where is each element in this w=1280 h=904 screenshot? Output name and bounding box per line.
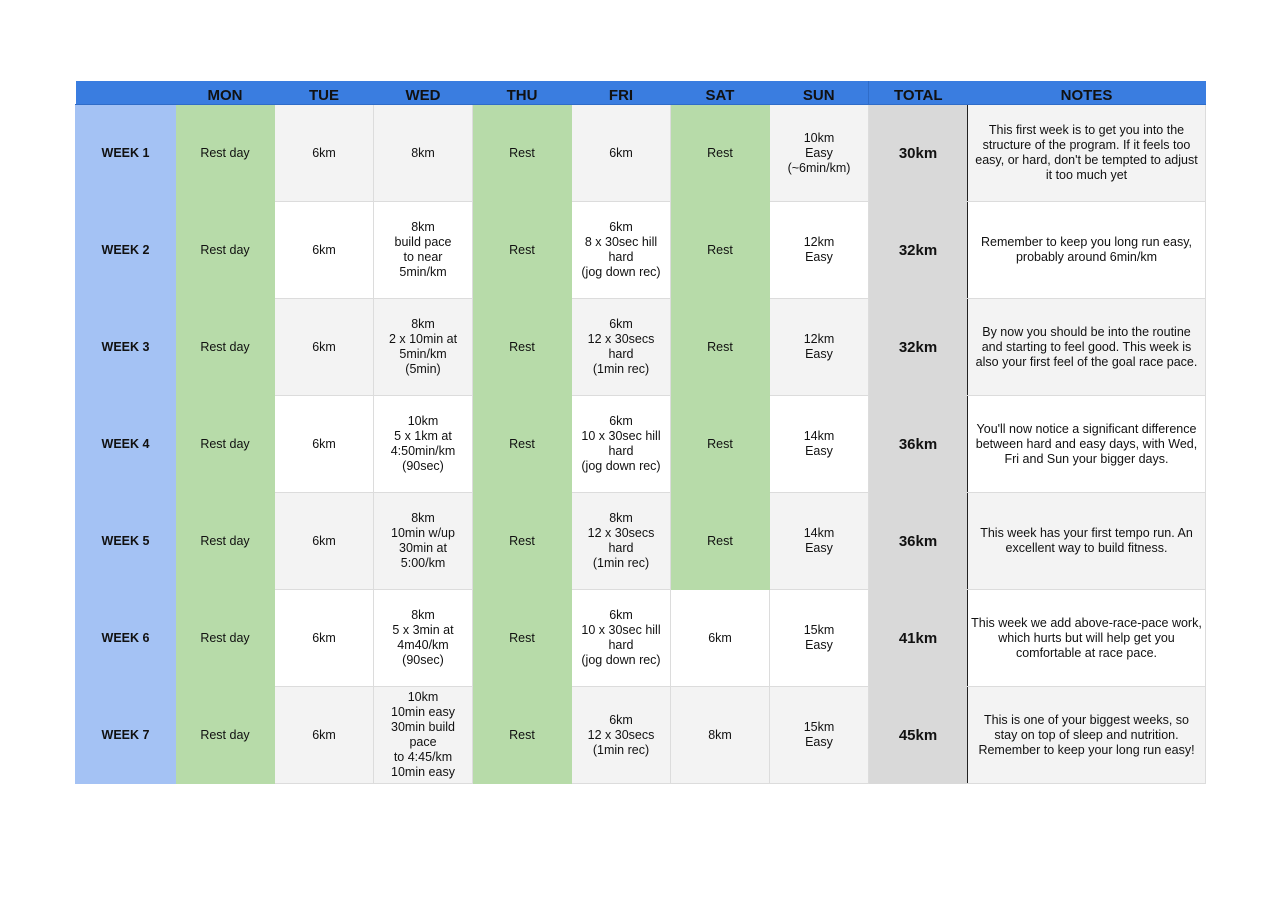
training-plan-sheet bbox=[75, 81, 1205, 784]
week-label: WEEK 4 bbox=[76, 396, 176, 493]
weekly-total: 36km bbox=[869, 493, 968, 590]
table-row bbox=[76, 105, 1206, 202]
day-cell-sat: Rest bbox=[671, 396, 770, 493]
week-label: WEEK 5 bbox=[76, 493, 176, 590]
weekly-total: 32km bbox=[869, 299, 968, 396]
day-cell-tue: 6km bbox=[275, 590, 374, 687]
table-row bbox=[76, 590, 1206, 687]
day-cell-wed: 8km build pace to near 5min/km bbox=[374, 202, 473, 299]
header-wed: WED bbox=[374, 81, 473, 105]
week-notes: Remember to keep you long run easy, probably around 6min/km bbox=[968, 202, 1206, 299]
day-cell-sun: 15km Easy bbox=[770, 590, 869, 687]
week-notes: This is one of your biggest weeks, so stay on top of sleep and nutrition. Remember to keep your long run easy! bbox=[968, 687, 1206, 784]
day-cell-fri: 8km 12 x 30secs hard (1min rec) bbox=[572, 493, 671, 590]
week-label: WEEK 1 bbox=[76, 105, 176, 202]
header-thu: THU bbox=[473, 81, 572, 105]
day-cell-mon: Rest day bbox=[176, 590, 275, 687]
day-cell-tue: 6km bbox=[275, 493, 374, 590]
table-row bbox=[76, 202, 1206, 299]
day-cell-sat: Rest bbox=[671, 105, 770, 202]
day-cell-sun: 12km Easy bbox=[770, 299, 869, 396]
day-cell-fri: 6km 12 x 30secs (1min rec) bbox=[572, 687, 671, 784]
day-cell-wed: 8km 5 x 3min at 4m40/km (90sec) bbox=[374, 590, 473, 687]
day-cell-mon: Rest day bbox=[176, 396, 275, 493]
day-cell-wed: 10km 10min easy 30min build pace to 4:45/km 10min easy bbox=[374, 687, 473, 784]
weekly-total: 45km bbox=[869, 687, 968, 784]
week-label: WEEK 7 bbox=[76, 687, 176, 784]
day-cell-tue: 6km bbox=[275, 202, 374, 299]
training-plan-table bbox=[75, 81, 1206, 784]
day-cell-fri: 6km 12 x 30secs hard (1min rec) bbox=[572, 299, 671, 396]
day-cell-tue: 6km bbox=[275, 299, 374, 396]
day-cell-sat: 6km bbox=[671, 590, 770, 687]
day-cell-mon: Rest day bbox=[176, 299, 275, 396]
week-label: WEEK 3 bbox=[76, 299, 176, 396]
header-notes: NOTES bbox=[968, 81, 1206, 105]
day-cell-sun: 15km Easy bbox=[770, 687, 869, 784]
header-fri: FRI bbox=[572, 81, 671, 105]
day-cell-sun: 10km Easy (~6min/km) bbox=[770, 105, 869, 202]
day-cell-mon: Rest day bbox=[176, 105, 275, 202]
day-cell-fri: 6km bbox=[572, 105, 671, 202]
day-cell-sat: Rest bbox=[671, 202, 770, 299]
day-cell-thu: Rest bbox=[473, 590, 572, 687]
day-cell-sun: 14km Easy bbox=[770, 396, 869, 493]
day-cell-sun: 14km Easy bbox=[770, 493, 869, 590]
day-cell-wed: 8km 10min w/up 30min at 5:00/km bbox=[374, 493, 473, 590]
day-cell-tue: 6km bbox=[275, 687, 374, 784]
day-cell-mon: Rest day bbox=[176, 493, 275, 590]
day-cell-thu: Rest bbox=[473, 299, 572, 396]
day-cell-tue: 6km bbox=[275, 105, 374, 202]
week-notes: This week has your first tempo run. An excellent way to build fitness. bbox=[968, 493, 1206, 590]
header-total: TOTAL bbox=[869, 81, 968, 105]
day-cell-thu: Rest bbox=[473, 202, 572, 299]
weekly-total: 30km bbox=[869, 105, 968, 202]
day-cell-mon: Rest day bbox=[176, 202, 275, 299]
day-cell-thu: Rest bbox=[473, 493, 572, 590]
week-label: WEEK 6 bbox=[76, 590, 176, 687]
day-cell-tue: 6km bbox=[275, 396, 374, 493]
week-notes: You'll now notice a significant difference between hard and easy days, with Wed, Fri and Sun your bigger days. bbox=[968, 396, 1206, 493]
header-tue: TUE bbox=[275, 81, 374, 105]
day-cell-thu: Rest bbox=[473, 105, 572, 202]
day-cell-thu: Rest bbox=[473, 687, 572, 784]
day-cell-sat: 8km bbox=[671, 687, 770, 784]
day-cell-wed: 8km bbox=[374, 105, 473, 202]
day-cell-wed: 10km 5 x 1km at 4:50min/km (90sec) bbox=[374, 396, 473, 493]
header-sun: SUN bbox=[770, 81, 869, 105]
week-notes: This week we add above-race-pace work, which hurts but will help get you comfortable at race pace. bbox=[968, 590, 1206, 687]
table-row bbox=[76, 687, 1206, 784]
week-notes: This first week is to get you into the structure of the program. If it feels too easy, or hard, don't be tempted to adjust it too much yet bbox=[968, 105, 1206, 202]
header-row bbox=[76, 81, 1206, 105]
weekly-total: 41km bbox=[869, 590, 968, 687]
day-cell-fri: 6km 8 x 30sec hill hard (jog down rec) bbox=[572, 202, 671, 299]
header-week bbox=[76, 81, 176, 105]
day-cell-fri: 6km 10 x 30sec hill hard (jog down rec) bbox=[572, 590, 671, 687]
header-mon: MON bbox=[176, 81, 275, 105]
day-cell-sun: 12km Easy bbox=[770, 202, 869, 299]
day-cell-sat: Rest bbox=[671, 493, 770, 590]
weekly-total: 32km bbox=[869, 202, 968, 299]
weekly-total: 36km bbox=[869, 396, 968, 493]
table-row bbox=[76, 493, 1206, 590]
day-cell-wed: 8km 2 x 10min at 5min/km (5min) bbox=[374, 299, 473, 396]
table-row bbox=[76, 396, 1206, 493]
day-cell-mon: Rest day bbox=[176, 687, 275, 784]
week-notes: By now you should be into the routine and starting to feel good. This week is also your first feel of the goal race pace. bbox=[968, 299, 1206, 396]
header-sat: SAT bbox=[671, 81, 770, 105]
day-cell-thu: Rest bbox=[473, 396, 572, 493]
table-row bbox=[76, 299, 1206, 396]
week-label: WEEK 2 bbox=[76, 202, 176, 299]
day-cell-fri: 6km 10 x 30sec hill hard (jog down rec) bbox=[572, 396, 671, 493]
day-cell-sat: Rest bbox=[671, 299, 770, 396]
